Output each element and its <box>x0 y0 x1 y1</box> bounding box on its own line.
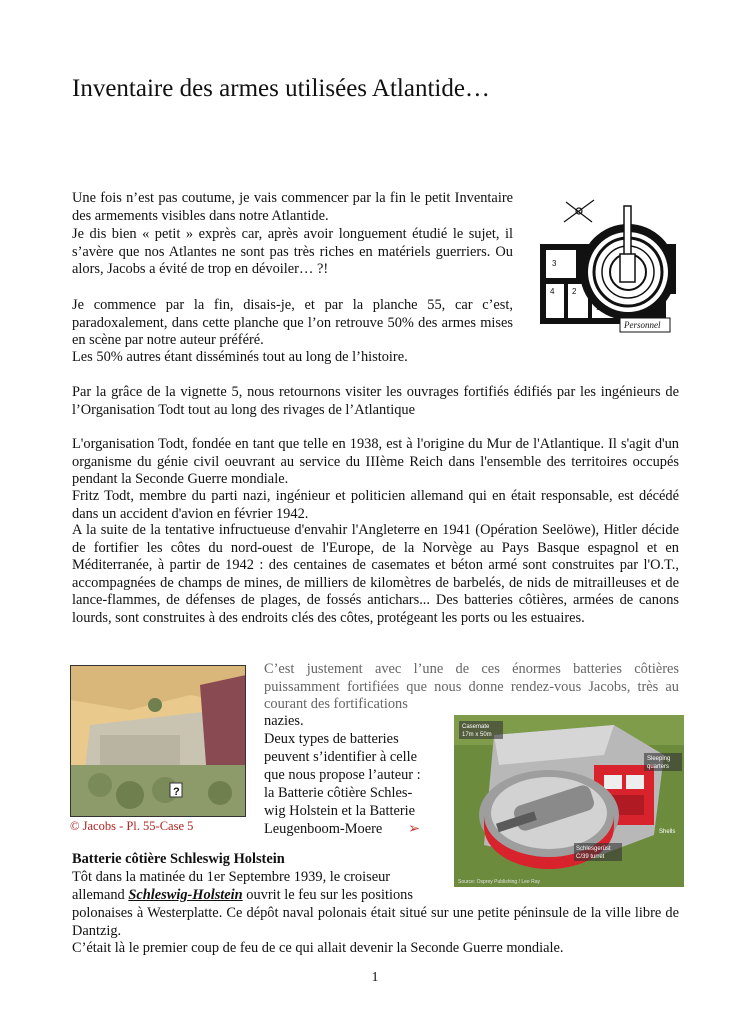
batteries-intro-gray: C’est justement avec l’une de ces énormes batteries côtières puissamment fortifiées que nous donne rendez-vous Jacobs, très au courant des fortifications <box>264 661 679 713</box>
turret-label-2: C/39 turret <box>576 854 605 860</box>
batteries-line: Leugenboom-Moere <box>264 821 383 837</box>
casemate-size-label: 17m x 50m <box>462 732 492 738</box>
batteries-line: peuvent s’identifier à celle <box>264 749 418 765</box>
vignette-paragraph: Par la grâce de la vignette 5, nous retournons visiter les ouvrages fortifiés édifiés par les ingénieurs de l’Organisation Todt tout au long des rivages de l’Atlantique <box>72 384 679 418</box>
room-number: 2 <box>572 287 577 296</box>
todt-paragraph-1: L'organisation Todt, fondée en tant que telle en 1938, est à l'origine du Mur de l'Atlantique. Il s'agit d'un organisme du génie civil oeuvrant au service du IIIème Reich dans l'ensemble des territoires occupés pendant la Seconde Guerre mondiale. <box>72 436 679 488</box>
casemate-label: Casemate <box>462 724 490 730</box>
diagram-source: Source: Osprey Publishing / Lee Ray <box>458 879 540 885</box>
schleswig-line-2: allemand Schleswig-Holstein ouvrit le feu sur les positions <box>72 887 413 903</box>
batteries-line: wig Holstein et la Batterie <box>264 803 416 819</box>
ship-name: Schleswig-Holstein <box>128 887 243 903</box>
page-number: 1 <box>371 970 379 985</box>
intro-paragraph-3: Je commence par la fin, disais-je, et par la planche 55, car c’est, paradoxalement, dans cette planche que l’on retrouve 50% des armes mises en scène par notre auteur préféré. <box>72 297 513 349</box>
comic-panel-image <box>70 665 246 817</box>
personnel-label: Personnel <box>624 320 661 330</box>
batteries-line: Deux types de batteries <box>264 731 399 747</box>
batteries-line: la Batterie côtière Schles- <box>264 785 413 801</box>
sleeping-label: Sleeping <box>647 756 671 762</box>
room-number: 1 <box>596 303 601 312</box>
schleswig-line-3: polonaises à Westerplatte. Ce dépôt naval polonais était situé sur une petite péninsule de la ville libre de Dantzig. <box>72 905 679 939</box>
room-number: 3 <box>552 259 557 268</box>
batteries-nazies: nazies. <box>264 713 304 729</box>
schleswig-line-1: Tôt dans la matinée du 1er Septembre 1939, le croiseur <box>72 869 391 885</box>
section-heading: Batterie côtière Schleswig Holstein <box>72 851 285 867</box>
gun-emplacement-plan-figure <box>536 194 686 336</box>
todt-paragraph-2: Fritz Todt, membre du parti nazi, ingénieur et politicien allemand qui en était responsable, est décédé dans un accident d'avion en février 1942. <box>72 488 679 522</box>
todt-paragraph-3: A la suite de la tentative infructueuse d'envahir l'Angleterre en 1941 (Opération Seelöwe), Hitler décide de fortifier les côtes du nord-ouest de l'Europe, de la Norvège au Pays Basque espagnol et en Méditerranée, à partir de 1942 : des centaines de casemates et béton armé sont construites par l'O.T., accompagnées de champs de mines, de milliers de kilomètres de barbelés, de nids de mitrailleuses et de lance-flammes, de défenses de plages, de fossés antichars... Des batteries côtières, armées de canons lourds, sont construites à des endroits clés des côtes, protégeant les ports ou les estuaires. <box>72 522 679 626</box>
quarters-label: quarters <box>647 764 670 770</box>
casemate-cutaway-diagram <box>454 715 684 887</box>
arrow-icon: ➢ <box>408 821 421 837</box>
intro-paragraph-1: Une fois n’est pas coutume, je vais commencer par la fin le petit Inventaire des armements visibles dans notre Atlantide. <box>72 190 513 224</box>
intro-paragraph-2: Je dis bien « petit » exprès car, après avoir longuement étudié le sujet, il s’avère que nos Atlantes ne sont pas très riches en matériels guerriers. Ou alors, Jacobs a évité de trop en dévoiler… ?! <box>72 226 513 278</box>
turret-label-1: Schlesgerüst <box>576 846 611 852</box>
schleswig-line-4: C’était là le premier coup de feu de ce qui allait devenir la Seconde Guerre mondiale. <box>72 940 564 956</box>
comic-caption: © Jacobs - Pl. 55-Case 5 <box>70 819 194 833</box>
shells-label: Shells <box>659 829 676 835</box>
intro-paragraph-4: Les 50% autres étant disséminés tout au long de l’histoire. <box>72 349 408 365</box>
svg-text:?: ? <box>173 786 180 798</box>
page-title: Inventaire des armes utilisées Atlantide… <box>72 75 490 102</box>
room-number: 4 <box>550 287 555 296</box>
batteries-line: que nous propose l’auteur : <box>264 767 421 783</box>
